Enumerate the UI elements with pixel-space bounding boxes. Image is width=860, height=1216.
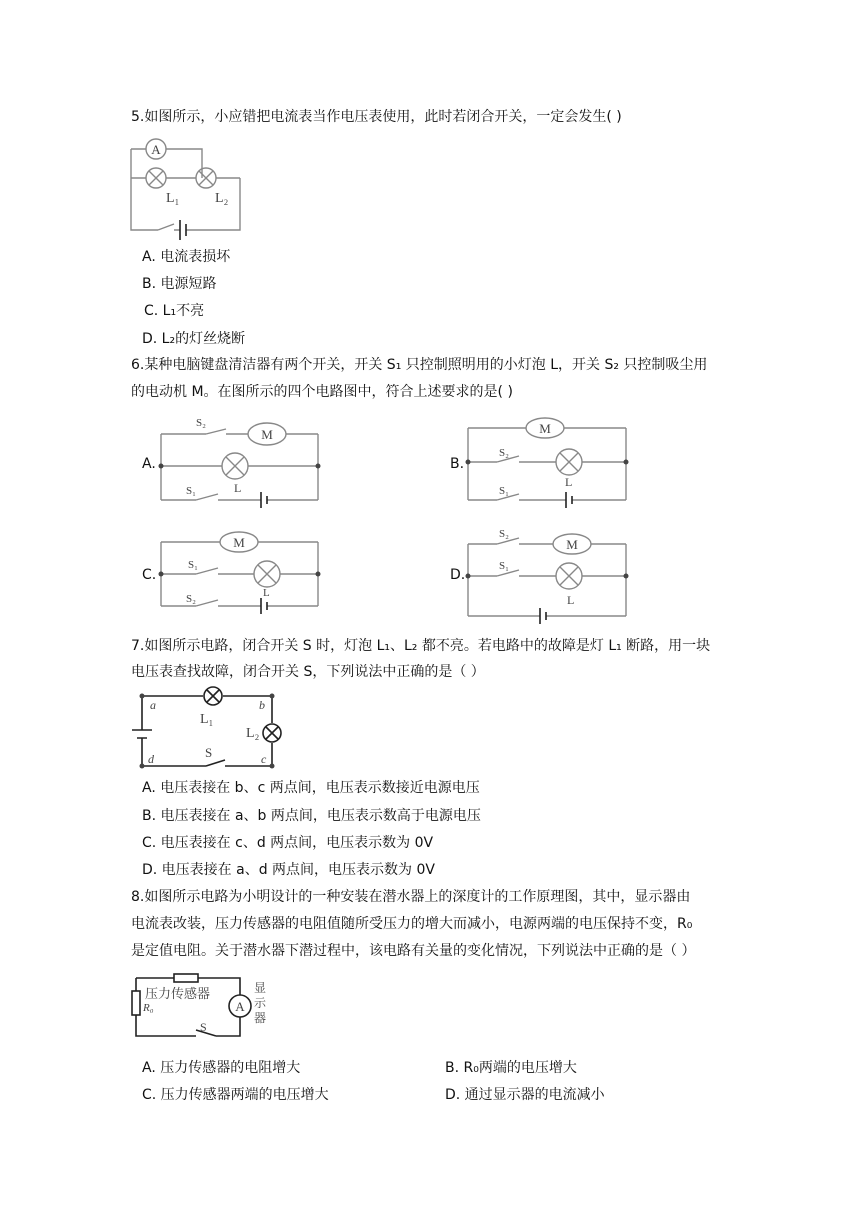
l1-label: L₁ [200,712,214,727]
point-b-label: b [259,698,265,712]
l1-label: L₁ [166,191,180,206]
q7-option-d[interactable]: D. 电压表接在 a、d 两点间，电压表示数为 0V [142,862,435,878]
q5-option-a[interactable]: A. 电流表损坏 [142,249,231,265]
q6-circuit-b [463,416,631,510]
lamp-label: L [234,481,242,495]
display-label-1: 显 [254,981,267,995]
s2-label: S₂ [186,593,196,605]
s1-label: S₁ [499,560,509,572]
q7-stem-line2: 电压表查找故障，闭合开关 S，下列说法中正确的是（ ） [131,664,485,680]
ammeter-label: A [151,142,161,157]
q7-option-b[interactable]: B. 电压表接在 a、b 两点间，电压表示数高于电源电压 [142,808,481,824]
motor-label: M [539,421,551,436]
display-label-3: 器 [254,1011,267,1025]
q6-stem-line1: 6.某种电脑键盘清洁器有两个开关，开关 S₁ 只控制照明用的小灯泡 L，开关 S₂ 只控制吸尘用 [131,357,708,373]
point-c-label: c [261,752,267,766]
switch-s-label: S [205,745,213,760]
q8-option-d[interactable]: D. 通过显示器的电流减小 [445,1087,605,1103]
q5-circuit-diagram [128,137,240,237]
s1-label: S₁ [188,559,198,571]
s2-label: S₂ [499,528,509,540]
ammeter-label: A [235,999,245,1014]
q6-circuit-a [156,416,322,510]
q7-circuit-diagram [128,686,288,770]
display-label-2: 示 [254,996,267,1010]
q7-option-c[interactable]: C. 电压表接在 c、d 两点间，电压表示数为 0V [142,835,434,851]
motor-label: M [233,535,245,550]
point-d-label: d [148,752,154,766]
lamp-label: L [263,587,270,599]
q5-stem: 5.如图所示，小应错把电流表当作电压表使用，此时若闭合开关，一定会发生( ) [131,109,622,125]
s2-label: S₂ [196,417,206,429]
q8-circuit-diagram [128,970,273,1042]
l2-label: L₂ [246,726,260,741]
q7-option-a[interactable]: A. 电压表接在 b、c 两点间，电压表示数接近电源电压 [142,780,480,796]
point-a-label: a [150,698,156,712]
motor-label: M [566,537,578,552]
s2-label: S₂ [499,447,509,459]
s1-label: S₁ [186,485,196,497]
motor-label: M [261,427,273,442]
q8-option-c[interactable]: C. 压力传感器两端的电压增大 [142,1087,329,1103]
l2-label: L₂ [215,191,229,206]
s1-label: S₁ [499,485,509,497]
q6-circuit-c [156,528,322,616]
q6-option-a-label[interactable]: A. [142,456,156,472]
r0-label: R₀ [143,1002,154,1014]
q8-stem-line2: 电流表改装，压力传感器的电阻值随所受压力的增大而减小，电源两端的电压保持不变，R₀ [131,916,693,932]
q6-option-c-label[interactable]: C. [142,567,157,583]
lamp-label: L [565,475,573,489]
sensor-label: 压力传感器 [145,986,211,1001]
switch-s-label: S [200,1020,207,1034]
q7-stem-line1: 7.如图所示电路，闭合开关 S 时，灯泡 L₁、L₂ 都不亮。若电路中的故障是灯 L₁ 断路，用一块 [131,638,711,654]
q8-stem-line3: 是定值电阻。关于潜水器下潜过程中，该电路有关量的变化情况，下列说法中正确的是（ ） [131,943,696,959]
q8-stem-line1: 8.如图所示电路为小明设计的一种安装在潜水器上的深度计的工作原理图，其中，显示器由 [131,889,691,905]
q8-option-a[interactable]: A. 压力传感器的电阻增大 [142,1060,301,1076]
q5-option-b[interactable]: B. 电源短路 [142,276,217,292]
q6-option-d-label[interactable]: D. [450,567,466,583]
q8-option-b[interactable]: B. R₀两端的电压增大 [445,1060,577,1076]
q5-option-d[interactable]: D. L₂的灯丝烧断 [142,331,246,347]
q6-circuit-d [463,524,631,620]
lamp-label: L [567,593,575,607]
q6-option-b-label[interactable]: B. [450,456,465,472]
q5-option-c[interactable]: C. L₁不亮 [144,303,205,319]
q6-stem-line2: 的电动机 M。在图所示的四个电路图中，符合上述要求的是( ) [131,384,513,400]
